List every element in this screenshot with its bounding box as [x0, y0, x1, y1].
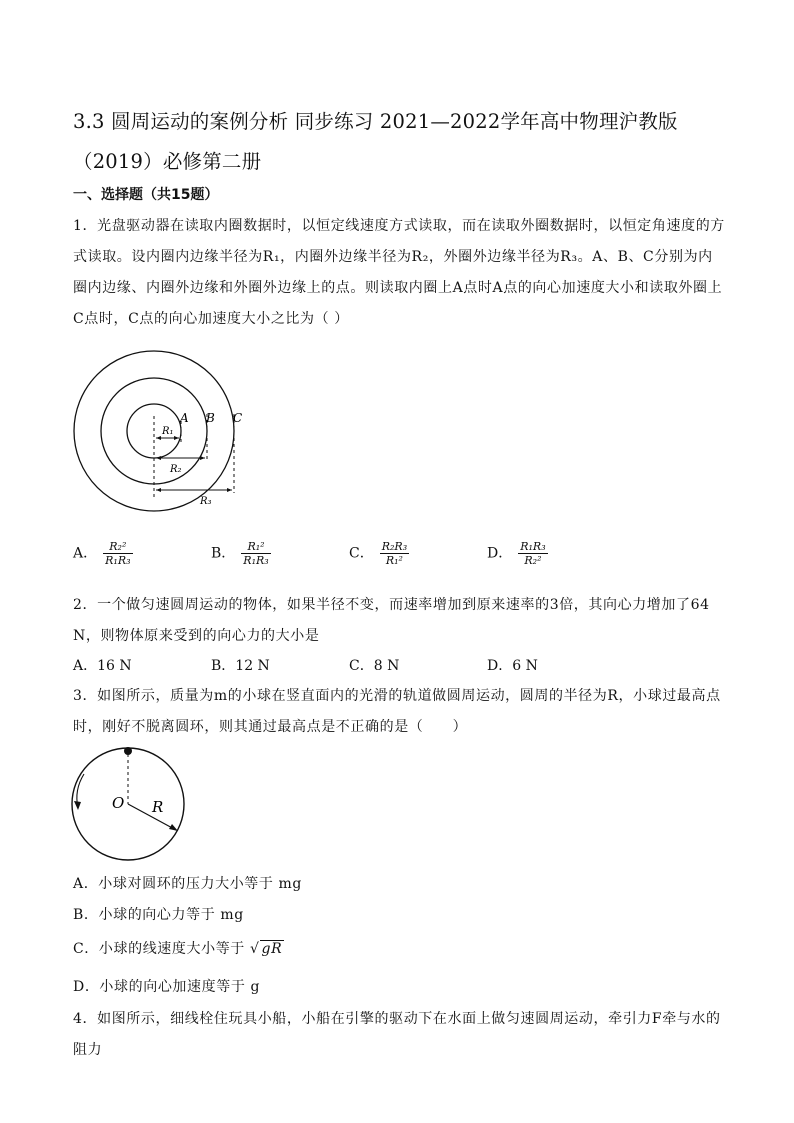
option-b[interactable]: B．小球的向心力等于 mg: [73, 907, 244, 923]
option-a[interactable]: A． $\frac{\text{R₂²}}{\text{R₁R₃}}$: [73, 540, 131, 567]
question-2-text: 2．一个做匀速圆周运动的物体，如果半径不变，而速率增加到原来速率的3倍，其向心力增加了64 N，则物体原来受到的向心力的大小是: [73, 597, 710, 644]
question-1-text: 1．光盘驱动器在读取内圈数据时，以恒定线速度方式读取，而在读取外圈数据时，以恒定角速度的方式读取。设内圈内边缘半径为R₁，内圈外边缘半径为R₂，外圈外边缘半径为R₃。A、B、C分别为内圈内边缘、内圈外边缘和外圈外边缘上的点。则读取内圈上A点时A点的向心加速度大小和读取外圈上C点时，C点的向心加速度大小之比为（ ）: [73, 218, 725, 327]
label-b: B: [206, 411, 215, 425]
option-c[interactable]: C． $\frac{\text{R₂R₃}}{\text{R₁²}}$: [349, 540, 408, 567]
label-r: R: [152, 798, 164, 816]
ball: [124, 747, 132, 755]
option-d[interactable]: D． $\frac{\text{R₁R₃}}{\text{R₂²}}$: [487, 540, 546, 567]
option-d[interactable]: D．6 N: [487, 658, 538, 674]
label-o: O: [112, 794, 125, 812]
option-b[interactable]: B． $\frac{\text{R₁²}}{\text{R₁R₃}}$: [211, 540, 269, 567]
sqrt-expression: √ gR: [249, 941, 283, 957]
question-3-text: 3．如图所示，质量为m的小球在竖直面内的光滑的轨道做圆周运动，圆周的半径为R，小球过最高点时，刚好不脱离圆环，则其通过最高点是不正确的是（ ）: [73, 688, 721, 735]
option-c[interactable]: C．8 N: [349, 658, 400, 674]
option-c[interactable]: C．小球的线速度大小等于 √ gR: [73, 941, 283, 957]
question-4-text: 4．如图所示，细线栓住玩具小船，小船在引擎的驱动下在水面上做匀速圆周运动，牵引力F牵与水的阻力: [73, 1011, 721, 1058]
label-a: A: [180, 411, 189, 425]
option-a[interactable]: A．16 N: [73, 658, 132, 674]
page-title: 3.3 圆周运动的案例分析 同步练习 2021—2022学年高中物理沪教版（2019）必修第二册: [73, 110, 678, 173]
option-a[interactable]: A．小球对圆环的压力大小等于 mg: [73, 876, 302, 892]
label-c: C: [233, 411, 243, 425]
concentric-circles-figure: [70, 350, 270, 520]
label-r2: R₂: [170, 464, 182, 475]
label-r1: R₁: [162, 426, 174, 437]
option-b[interactable]: B．12 N: [211, 658, 270, 674]
loop-track-figure: [68, 746, 198, 866]
section-heading: 一、选择题（共15题）: [73, 187, 219, 203]
option-d[interactable]: D．小球的向心加速度等于 g: [73, 979, 261, 995]
label-r3: R₃: [200, 496, 212, 507]
